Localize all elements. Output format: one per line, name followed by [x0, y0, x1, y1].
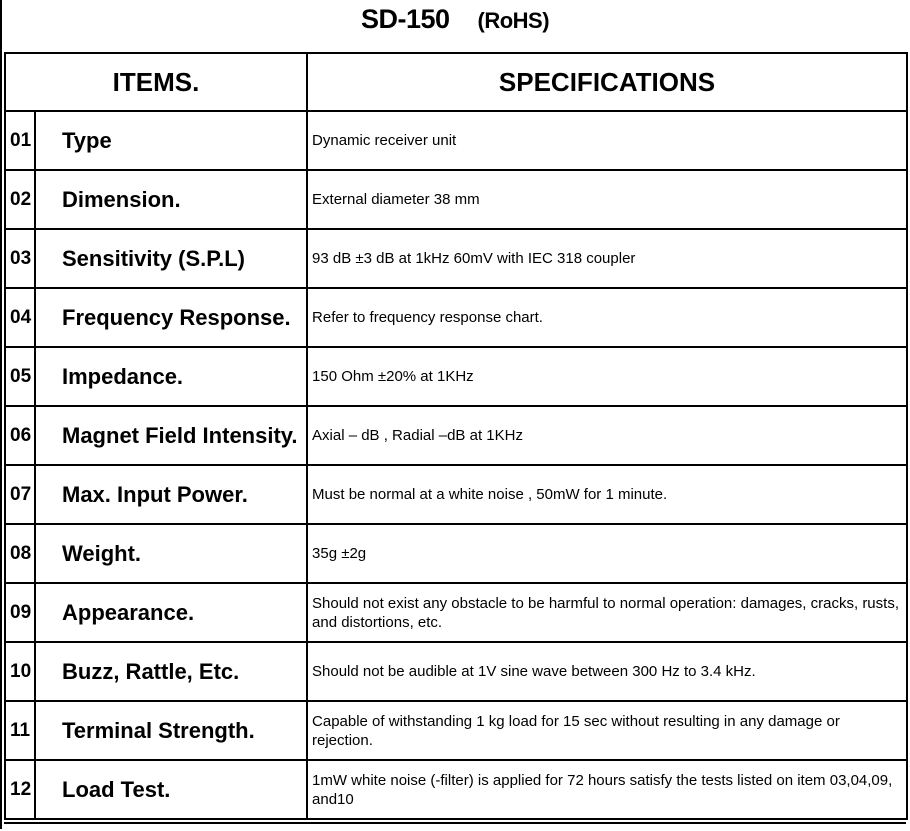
table-row [5, 465, 907, 524]
items-header: ITEMS. [5, 53, 307, 111]
document-title [0, 4, 910, 35]
table-row [5, 288, 907, 347]
item-name: Sensitivity (S.P.L) [35, 229, 307, 288]
table-row [5, 229, 907, 288]
table-row [5, 760, 907, 819]
item-name: Max. Input Power. [35, 465, 307, 524]
table-row [5, 170, 907, 229]
row-number: 03 [5, 229, 35, 288]
table-row [5, 111, 907, 170]
table-header-row [5, 53, 907, 111]
table-row [5, 583, 907, 642]
page-left-border [0, 0, 2, 829]
spec-value: Capable of withstanding 1 kg load for 15 sec without resulting in any damage or rejection. [307, 701, 907, 760]
row-number: 04 [5, 288, 35, 347]
specifications-header: SPECIFICATIONS [307, 53, 907, 111]
spec-value: 150 Ohm ±20% at 1KHz [307, 347, 907, 406]
item-name: Impedance. [35, 347, 307, 406]
item-name: Weight. [35, 524, 307, 583]
spec-table-body [5, 111, 907, 819]
table-row [5, 701, 907, 760]
row-number: 06 [5, 406, 35, 465]
item-name: Frequency Response. [35, 288, 307, 347]
table-row [5, 406, 907, 465]
item-name: Appearance. [35, 583, 307, 642]
row-number: 12 [5, 760, 35, 819]
spec-value: Should not be audible at 1V sine wave between 300 Hz to 3.4 kHz. [307, 642, 907, 701]
item-name: Buzz, Rattle, Etc. [35, 642, 307, 701]
row-number: 10 [5, 642, 35, 701]
item-name: Dimension. [35, 170, 307, 229]
table-bottom-edge [4, 822, 906, 831]
spec-value: Must be normal at a white noise , 50mW for 1 minute. [307, 465, 907, 524]
table-row [5, 347, 907, 406]
row-number: 02 [5, 170, 35, 229]
table-row [5, 642, 907, 701]
spec-table [4, 52, 908, 820]
model-number: SD-150 [360, 4, 450, 34]
table-row [5, 524, 907, 583]
spec-value: 35g ±2g [307, 524, 907, 583]
row-number: 08 [5, 524, 35, 583]
item-name: Load Test. [35, 760, 307, 819]
spec-value: 1mW white noise (-filter) is applied for 72 hours satisfy the tests listed on item 03,04,09, and10 [307, 760, 907, 819]
row-number: 09 [5, 583, 35, 642]
spec-value: Should not exist any obstacle to be harmful to normal operation: damages, cracks, rusts, and distortions, etc. [307, 583, 907, 642]
spec-value: 93 dB ±3 dB at 1kHz 60mV with IEC 318 coupler [307, 229, 907, 288]
item-name: Magnet Field Intensity. [35, 406, 307, 465]
row-number: 07 [5, 465, 35, 524]
spec-value: Refer to frequency response chart. [307, 288, 907, 347]
spec-value: External diameter 38 mm [307, 170, 907, 229]
item-name: Terminal Strength. [35, 701, 307, 760]
row-number: 05 [5, 347, 35, 406]
row-number: 11 [5, 701, 35, 760]
item-name: Type [35, 111, 307, 170]
spec-value: Dynamic receiver unit [307, 111, 907, 170]
row-number: 01 [5, 111, 35, 170]
spec-value: Axial – dB , Radial –dB at 1KHz [307, 406, 907, 465]
rohs-label: (RoHS) [477, 8, 550, 33]
